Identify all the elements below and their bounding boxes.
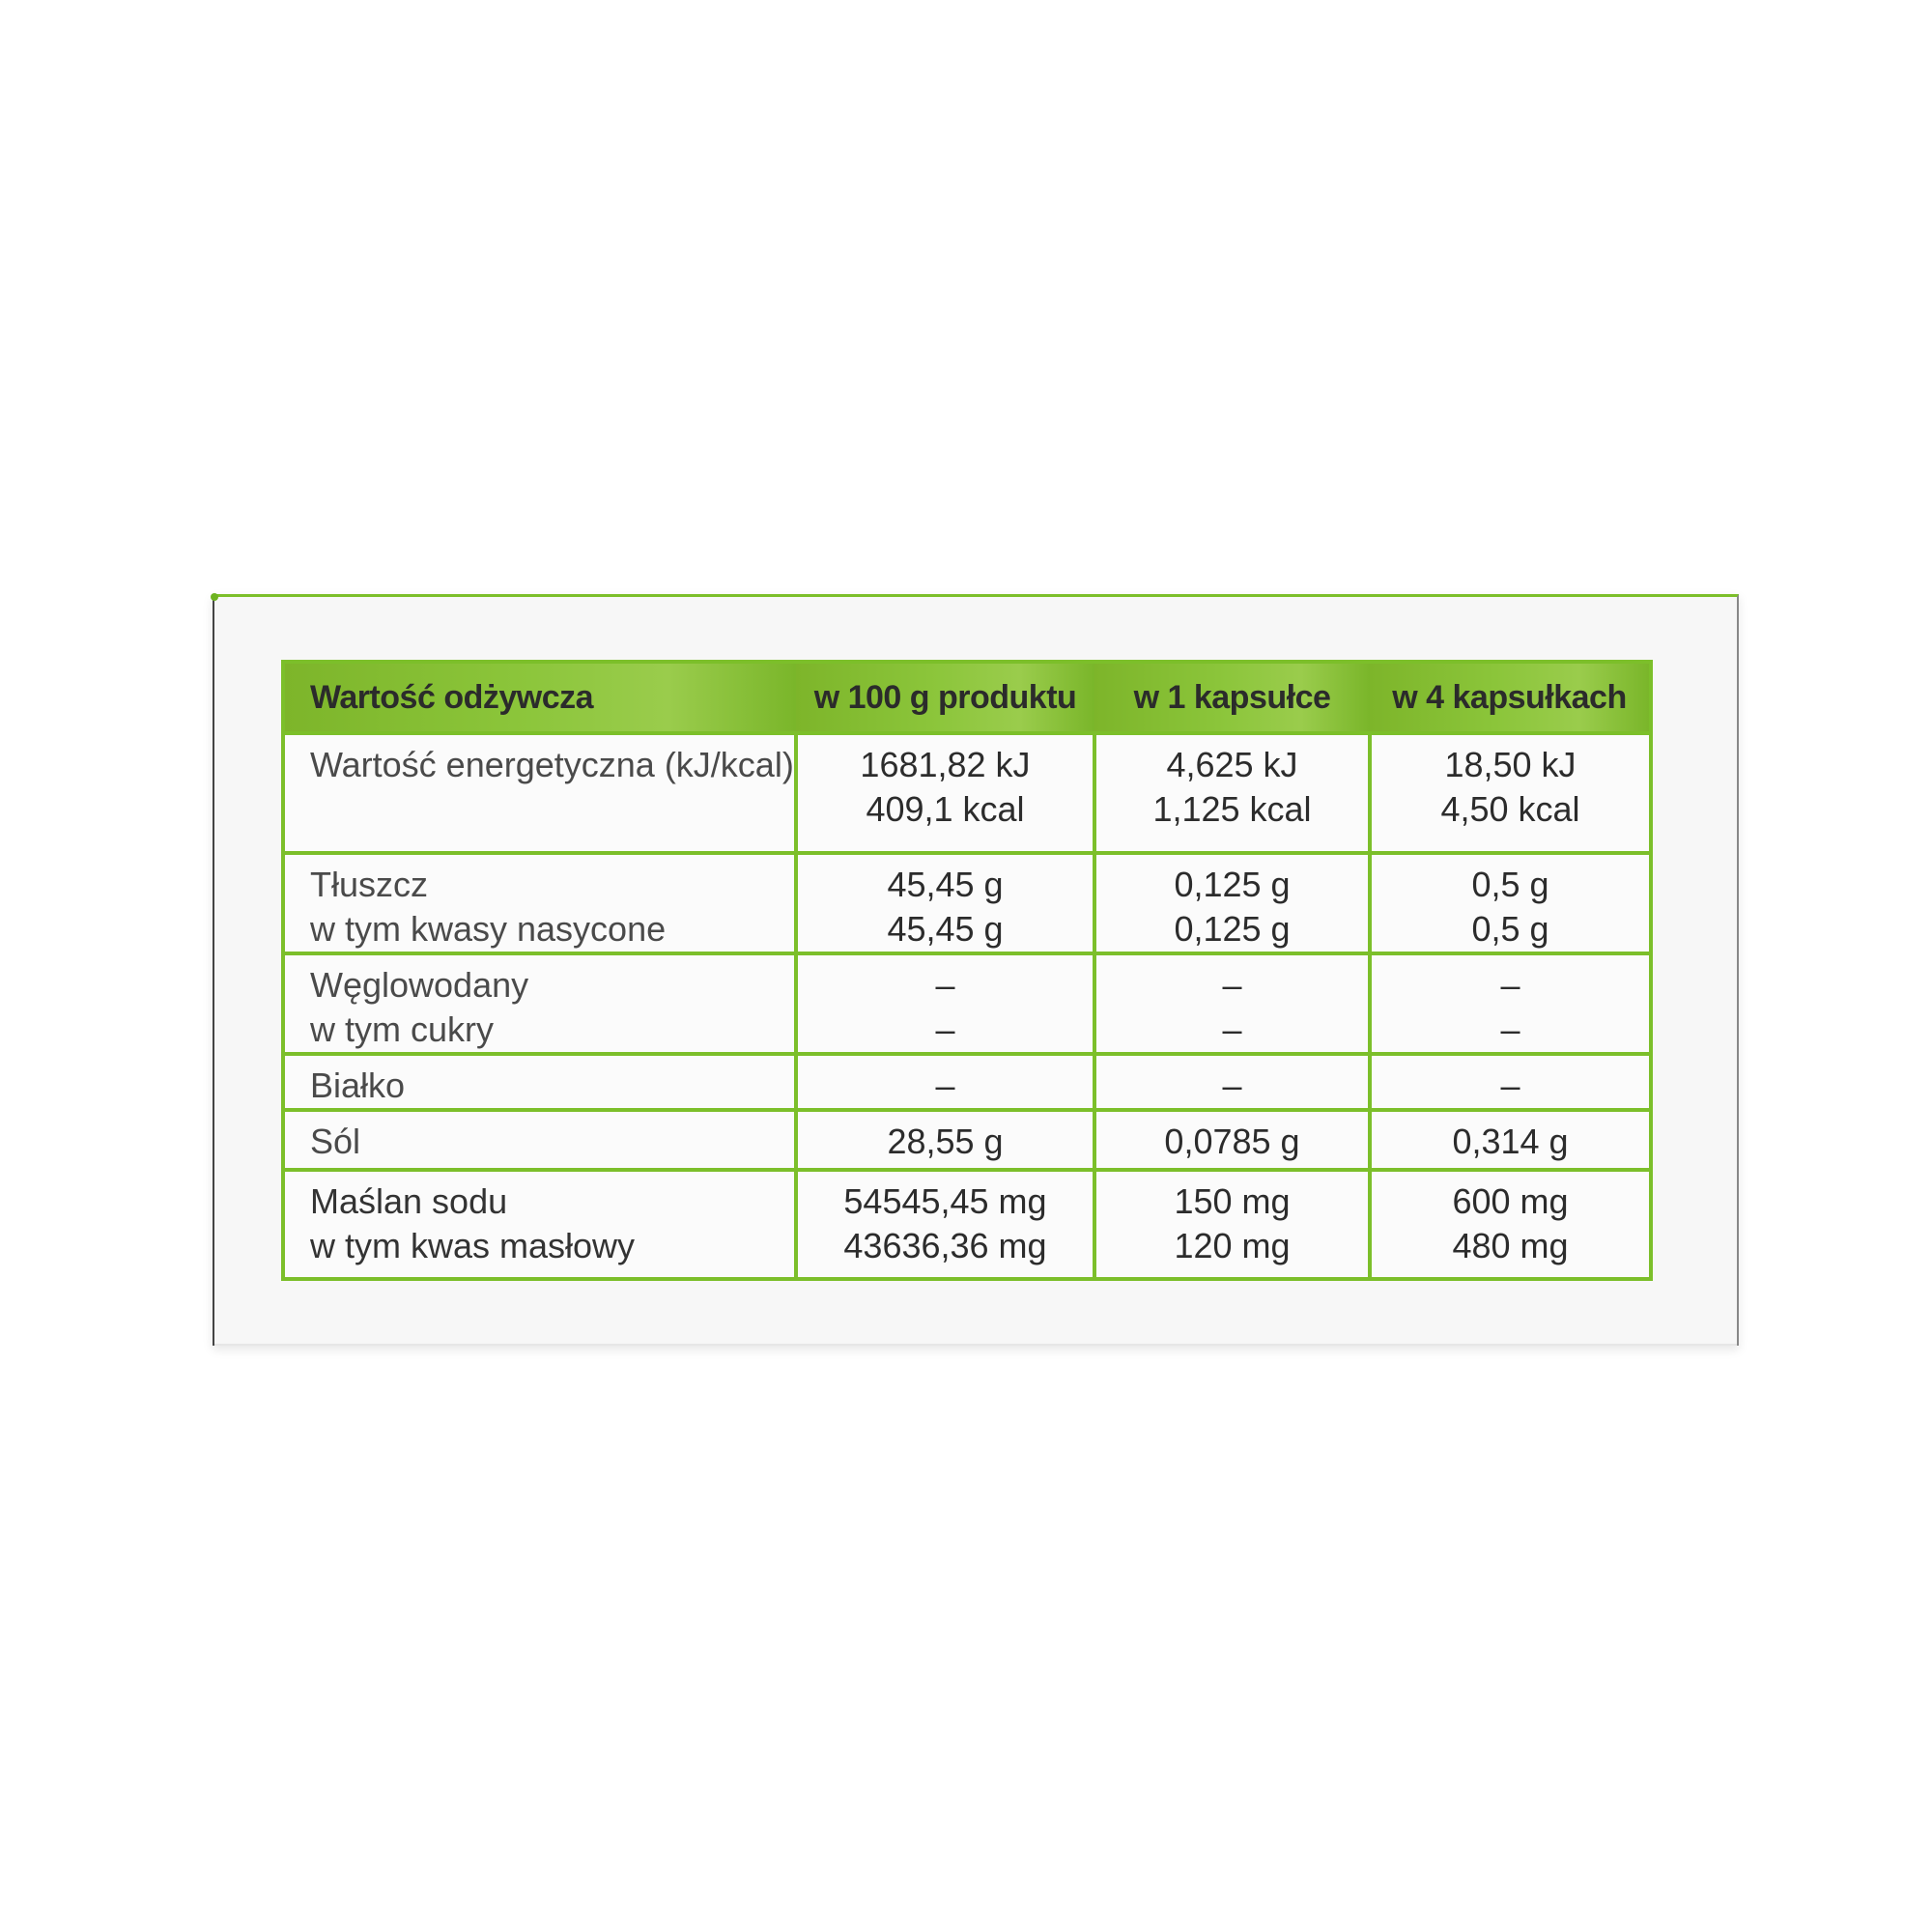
cell-per-100g [796,733,1094,853]
value-line: – [1500,1009,1520,1049]
value-line: 0,5 g [1471,865,1549,904]
header-per-4-capsules: w 4 kapsułkach [1370,662,1651,733]
value-line: 0,125 g [1174,909,1291,949]
value-line: 43636,36 mg [843,1226,1047,1265]
value-line: 4,625 kJ [1166,745,1298,784]
value-line: 45,45 g [887,909,1004,949]
cell-per-4-capsules [1370,1170,1651,1279]
label-line: Wartość energetyczna (kJ/kcal) [310,745,794,784]
cell-per-1-capsule [1094,953,1370,1054]
row-label [283,1054,796,1110]
cell-per-100g [796,1110,1094,1170]
value-line: – [1500,1065,1520,1105]
table-row-protein [283,1054,1651,1110]
value-line: – [1222,1065,1242,1105]
row-label [283,853,796,953]
cell-per-1-capsule [1094,733,1370,853]
packaging-panel [213,594,1739,1346]
row-label [283,733,796,853]
value-line: 409,1 kcal [866,789,1025,829]
value-line: 600 mg [1452,1181,1569,1221]
row-label [283,953,796,1054]
cell-per-4-capsules [1370,733,1651,853]
table-row-sodium-butyrate [283,1170,1651,1279]
table-row-salt [283,1110,1651,1170]
cell-per-1-capsule [1094,1110,1370,1170]
label-line: w tym kwas masłowy [310,1226,636,1265]
value-line: – [935,1009,955,1049]
row-label [283,1170,796,1279]
value-line: 45,45 g [887,865,1004,904]
cell-per-4-capsules [1370,1054,1651,1110]
table-row-carbohydrates [283,953,1651,1054]
label-line: Maślan sodu [310,1181,508,1221]
value-line: 0,314 g [1452,1122,1569,1161]
value-line: 1,125 kcal [1152,789,1312,829]
cell-per-100g [796,1170,1094,1279]
header-per-1-capsule: w 1 kapsułce [1094,662,1370,733]
value-line: – [1500,965,1520,1005]
value-line: 0,5 g [1471,909,1549,949]
value-line: 28,55 g [887,1122,1004,1161]
value-line: 0,125 g [1174,865,1291,904]
label-line: Białko [310,1065,406,1105]
value-line: – [935,1065,955,1105]
header-nutrient: Wartość odżywcza [283,662,796,733]
cell-per-1-capsule [1094,1054,1370,1110]
cell-per-100g [796,953,1094,1054]
value-line: – [1222,1009,1242,1049]
value-line: 4,50 kcal [1440,789,1580,829]
label-line: Sól [310,1122,361,1161]
cell-per-4-capsules [1370,1110,1651,1170]
value-line: 480 mg [1452,1226,1569,1265]
value-line: – [935,965,955,1005]
value-line: 120 mg [1174,1226,1291,1265]
panel-corner-mark [211,593,218,601]
value-line: 150 mg [1174,1181,1291,1221]
label-line: w tym cukry [310,1009,495,1049]
cell-per-100g [796,853,1094,953]
nutrition-table [281,660,1653,1281]
row-label [283,1110,796,1170]
value-line: 0,0785 g [1164,1122,1300,1161]
label-line: Węglowodany [310,965,529,1005]
label-line: Tłuszcz [310,865,429,904]
cell-per-4-capsules [1370,853,1651,953]
table-row-energy [283,733,1651,853]
cell-per-100g [796,1054,1094,1110]
value-line: – [1222,965,1242,1005]
value-line: 54545,45 mg [843,1181,1047,1221]
cell-per-1-capsule [1094,1170,1370,1279]
cell-per-4-capsules [1370,953,1651,1054]
cell-per-1-capsule [1094,853,1370,953]
value-line: 1681,82 kJ [860,745,1031,784]
table-header-row [283,662,1651,733]
label-line: w tym kwasy nasycone [310,909,667,949]
header-per-100g: w 100 g produktu [796,662,1094,733]
table-row-fat [283,853,1651,953]
value-line: 18,50 kJ [1444,745,1577,784]
